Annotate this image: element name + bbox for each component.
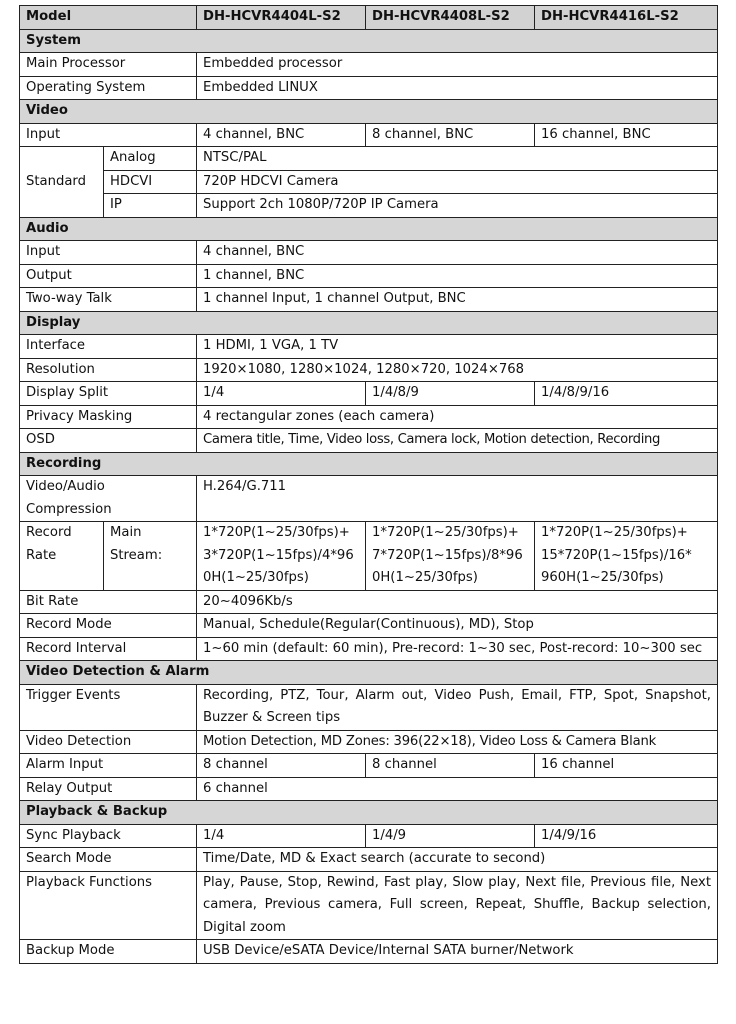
row-label: Search Mode — [20, 848, 197, 872]
row-sublabel-line: Stream: — [110, 547, 163, 563]
row-label: Trigger Events — [20, 684, 197, 730]
row-sublabel: Analog — [104, 147, 197, 171]
section-video — [20, 100, 718, 124]
table-row — [20, 522, 718, 591]
value-line: 7*720P(1~15fps)/8*96 — [372, 547, 523, 563]
model-col-4416: DH-HCVR4416L-S2 — [535, 6, 718, 30]
row-value: 6 channel — [197, 777, 718, 801]
value-line: 0H(1~25/30fps) — [203, 570, 309, 585]
table-row — [20, 288, 718, 312]
row-label: Resolution — [20, 358, 197, 382]
header-row — [20, 6, 718, 30]
row-value: 1 channel, BNC — [197, 264, 718, 288]
section-playback — [20, 801, 718, 825]
row-label: Bit Rate — [20, 590, 197, 614]
section-title: System — [20, 29, 718, 53]
row-value: 8 channel — [366, 754, 535, 778]
row-sublabel: IP — [104, 194, 197, 218]
table-row — [20, 871, 718, 940]
row-value: 1/4/8/9 — [366, 382, 535, 406]
row-label: Backup Mode — [20, 940, 197, 964]
row-value: 1920×1080, 1280×1024, 1280×720, 1024×768 — [197, 358, 718, 382]
row-value — [535, 522, 718, 591]
table-row — [20, 476, 718, 522]
table-row — [20, 754, 718, 778]
spec-table — [19, 5, 718, 964]
row-sublabel: HDCVI — [104, 170, 197, 194]
row-label: Display Split — [20, 382, 197, 406]
row-value: 8 channel — [197, 754, 366, 778]
row-value: Time/Date, MD & Exact search (accurate to second) — [197, 848, 718, 872]
row-value: NTSC/PAL — [197, 147, 718, 171]
section-system — [20, 29, 718, 53]
section-display — [20, 311, 718, 335]
value-line: 1*720P(1~25/30fps)+ — [541, 525, 688, 540]
section-title: Video Detection & Alarm — [20, 661, 718, 685]
row-label-line: Compression — [26, 501, 112, 517]
table-row — [20, 123, 718, 147]
section-audio — [20, 217, 718, 241]
row-value: 1~60 min (default: 60 min), Pre-record: 1~30 sec, Post-record: 10~300 sec — [197, 637, 718, 661]
row-value: USB Device/eSATA Device/Internal SATA burner/Network — [197, 940, 718, 964]
row-sublabel — [104, 522, 197, 591]
row-label — [20, 522, 104, 591]
row-value: 4 channel, BNC — [197, 241, 718, 265]
row-value: 16 channel, BNC — [535, 123, 718, 147]
table-row — [20, 848, 718, 872]
row-label: Record Interval — [20, 637, 197, 661]
table-row — [20, 824, 718, 848]
row-label: Standard — [20, 147, 104, 218]
row-value: Motion Detection, MD Zones: 396(22×18), Video Loss & Camera Blank — [197, 730, 718, 754]
row-label: Main Processor — [20, 53, 197, 77]
table-row — [20, 170, 718, 194]
table-row — [20, 590, 718, 614]
table-row — [20, 335, 718, 359]
row-value: H.264/G.711 — [197, 476, 718, 522]
model-col-4404: DH-HCVR4404L-S2 — [197, 6, 366, 30]
row-label: Output — [20, 264, 197, 288]
row-value: 4 channel, BNC — [197, 123, 366, 147]
table-row — [20, 264, 718, 288]
row-value: Camera title, Time, Video loss, Camera lock, Motion detection, Recording — [197, 429, 718, 453]
table-row — [20, 194, 718, 218]
row-label: Relay Output — [20, 777, 197, 801]
row-label: OSD — [20, 429, 197, 453]
table-row — [20, 684, 718, 730]
row-value: 1/4 — [197, 382, 366, 406]
section-title: Video — [20, 100, 718, 124]
value-line: 3*720P(1~15fps)/4*96 — [203, 547, 354, 563]
row-value: 1/4/9/16 — [535, 824, 718, 848]
row-value: 8 channel, BNC — [366, 123, 535, 147]
table-row — [20, 53, 718, 77]
row-label: Playback Functions — [20, 871, 197, 940]
table-row — [20, 730, 718, 754]
row-sublabel-line: Main — [110, 525, 142, 540]
row-value: Support 2ch 1080P/720P IP Camera — [197, 194, 718, 218]
row-label: Privacy Masking — [20, 405, 197, 429]
row-value: 1/4 — [197, 824, 366, 848]
row-value: 1 channel Input, 1 channel Output, BNC — [197, 288, 718, 312]
section-title: Display — [20, 311, 718, 335]
row-value: 20~4096Kb/s — [197, 590, 718, 614]
table-row — [20, 382, 718, 406]
value-line: 15*720P(1~15fps)/16* — [541, 547, 692, 563]
row-value: Manual, Schedule(Regular(Continuous), MD), Stop — [197, 614, 718, 638]
row-value: 1 HDMI, 1 VGA, 1 TV — [197, 335, 718, 359]
table-row — [20, 76, 718, 100]
table-row — [20, 405, 718, 429]
section-title: Recording — [20, 452, 718, 476]
row-label-line: Record — [26, 525, 72, 540]
table-row — [20, 614, 718, 638]
row-value — [197, 522, 366, 591]
table-row — [20, 147, 718, 171]
row-value: 4 rectangular zones (each camera) — [197, 405, 718, 429]
table-row — [20, 429, 718, 453]
row-label: Operating System — [20, 76, 197, 100]
table-row — [20, 241, 718, 265]
row-value: 1/4/8/9/16 — [535, 382, 718, 406]
model-col-4408: DH-HCVR4408L-S2 — [366, 6, 535, 30]
row-label: Alarm Input — [20, 754, 197, 778]
table-row — [20, 940, 718, 964]
row-label: Input — [20, 241, 197, 265]
table-row — [20, 358, 718, 382]
row-label — [20, 476, 197, 522]
row-label: Two-way Talk — [20, 288, 197, 312]
row-value: 1/4/9 — [366, 824, 535, 848]
table-row — [20, 637, 718, 661]
row-label: Input — [20, 123, 197, 147]
row-value: Embedded LINUX — [197, 76, 718, 100]
table-row — [20, 777, 718, 801]
row-label-line: Rate — [26, 547, 57, 563]
row-value — [366, 522, 535, 591]
value-line: 1*720P(1~25/30fps)+ — [372, 525, 519, 540]
row-label: Interface — [20, 335, 197, 359]
row-label: Video Detection — [20, 730, 197, 754]
row-value: Embedded processor — [197, 53, 718, 77]
row-value: Play, Pause, Stop, Rewind, Fast play, Slow play, Next file, Previous file, Next camera, Previous camera, Full screen, Repeat, Shuffle, Backup selection, Digital zoom — [197, 871, 718, 940]
value-line: 0H(1~25/30fps) — [372, 570, 478, 585]
value-line: 960H(1~25/30fps) — [541, 570, 664, 585]
section-title: Playback & Backup — [20, 801, 718, 825]
section-recording — [20, 452, 718, 476]
row-value: 16 channel — [535, 754, 718, 778]
row-value: Recording, PTZ, Tour, Alarm out, Video Push, Email, FTP, Spot, Snapshot, Buzzer & Screen tips — [197, 684, 718, 730]
row-label: Record Mode — [20, 614, 197, 638]
section-title: Audio — [20, 217, 718, 241]
value-line: 1*720P(1~25/30fps)+ — [203, 525, 350, 540]
row-value: 720P HDCVI Camera — [197, 170, 718, 194]
section-alarm — [20, 661, 718, 685]
model-header: Model — [20, 6, 197, 30]
row-label-line: Video/Audio — [26, 479, 105, 494]
row-label: Sync Playback — [20, 824, 197, 848]
